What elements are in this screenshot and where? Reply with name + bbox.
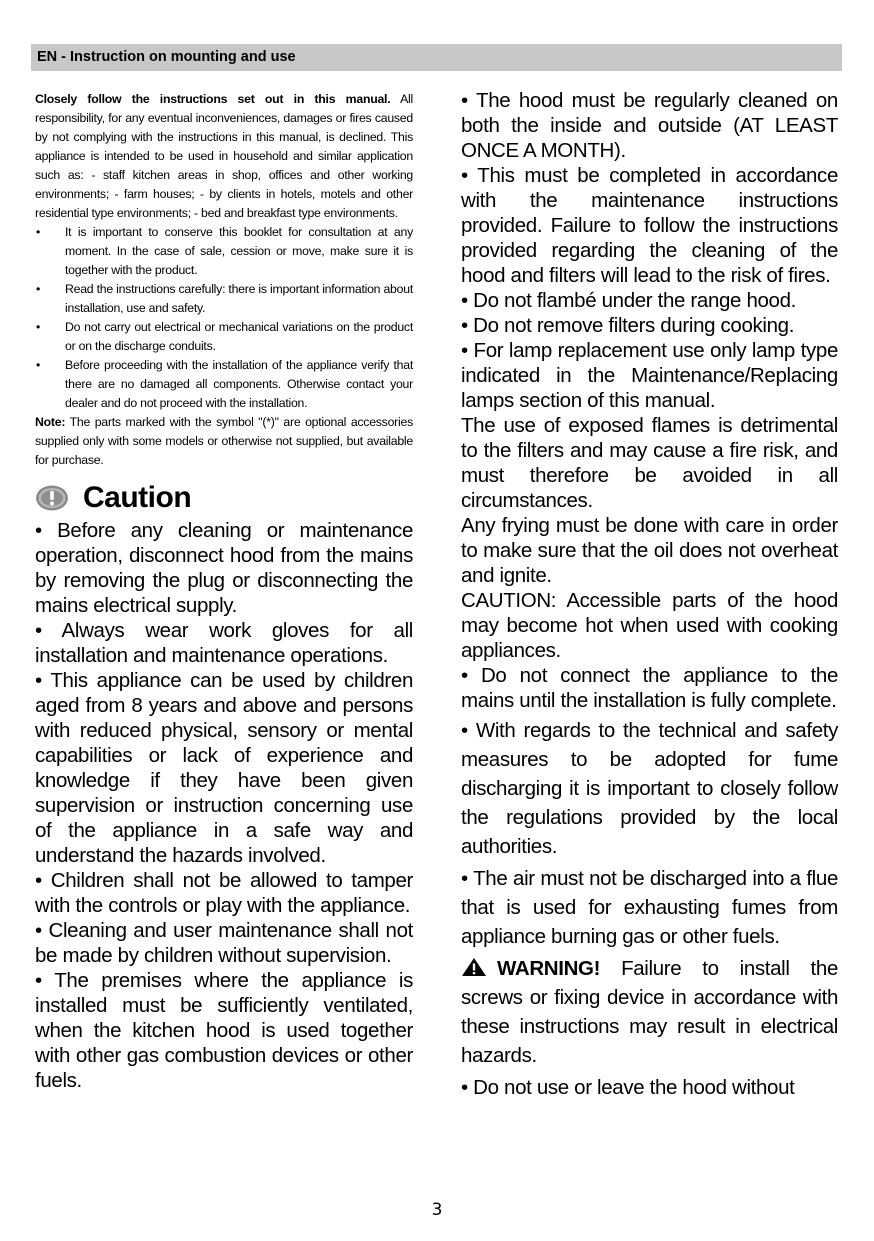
right-paragraph: • Do not remove filters during cooking. xyxy=(461,314,795,337)
warning-label: WARNING! xyxy=(497,957,601,980)
list-item: • Before proceeding with the installation of the appliance verify that there are no damaged all components. Otherwise contact your dealer and do not proceed with the installation. xyxy=(36,358,413,410)
right-paragraph: Any frying must be done with care in order to make sure that the oil does not overheat and ignite. xyxy=(461,514,838,587)
right-paragraph: • The air must not be discharged into a flue that is used for exhausting fumes from appliance burning gas or other fuels. xyxy=(461,867,838,948)
intro-paragraph xyxy=(35,90,413,223)
intro-section xyxy=(35,90,413,470)
caution-paragraph: • The premises where the appliance is installed must be sufficiently ventilated, when the kitchen hood is used together with other gas combustion devices or other fuels. xyxy=(35,969,413,1092)
bullet-glyph: • xyxy=(36,358,41,372)
list-item: • Read the instructions carefully: there is important information about installation, use and safety. xyxy=(36,282,413,315)
caution-paragraph: • This appliance can be used by children aged from 8 years and above and persons with reduced physical, sensory or mental capabilities or lack of experience and knowledge if they have been given supervision or instruction concerning use of the appliance in a safe way and understand the hazards involved. xyxy=(35,669,413,867)
bullet-list xyxy=(35,223,413,413)
caution-paragraph: • Before any cleaning or maintenance operation, disconnect hood from the mains by removing the plug or disconnecting the mains electrical supply. xyxy=(35,519,413,617)
loose-section xyxy=(461,716,838,1102)
caution-text xyxy=(35,518,413,1093)
right-paragraph: • Do not flambé under the range hood. xyxy=(461,289,796,312)
intro-text: All responsibility, for any eventual inconveniences, damages or fires caused by not complying with the instructions in this manual, is declined. This appliance is intended to be used in household and similar application such as: - staff kitchen areas in shop, offices and other working environments; - farm houses; - by clients in hotels, motels and other residential type environments; - bed and breakfast type environments. xyxy=(35,92,413,220)
right-paragraph: • For lamp replacement use only lamp type indicated in the Maintenance/Replacing lamps section of this manual. xyxy=(461,339,838,412)
right-paragraph: • This must be completed in accordance with the maintenance instructions provided. Failure to follow the instructions provided regarding the cleaning of the hood and filters will lead to the risk of fires. xyxy=(461,164,838,287)
left-column xyxy=(35,90,413,1093)
warning-text: Failure to install the screws or fixing device in accordance with these instructions may result in electrical hazards. xyxy=(461,957,838,1067)
bullet-glyph: • xyxy=(36,320,41,334)
caution-paragraph: • Children shall not be allowed to tamper with the controls or play with the appliance. xyxy=(35,869,413,917)
list-item: • It is important to conserve this booklet for consultation at any moment. In the case of sale, cession or move, make sure it is together with the product. xyxy=(36,225,413,277)
right-paragraph: • Do not use or leave the hood without xyxy=(461,1076,795,1099)
caution-heading xyxy=(35,480,413,516)
caution-title: Caution xyxy=(83,481,192,514)
note-label: Note: xyxy=(35,415,66,429)
right-column xyxy=(461,88,838,1102)
right-paragraph: • With regards to the technical and safety measures to be adopted for fume discharging it is important to closely follow the regulations provided by the local authorities. xyxy=(461,719,838,858)
intro-bold-lead: Closely follow the instructions set out in this manual. xyxy=(35,92,391,106)
warning-triangle-icon xyxy=(461,956,487,976)
note-text: The parts marked with the symbol "(*)" are optional accessories supplied only with some models or otherwise not supplied, but available for purchase. xyxy=(35,415,413,467)
bullet-glyph: • xyxy=(36,282,41,296)
right-paragraph: • The hood must be regularly cleaned on both the inside and outside (AT LEAST ONCE A MONTH). xyxy=(461,89,838,162)
caution-paragraph: • Cleaning and user maintenance shall not be made by children without supervision. xyxy=(35,919,413,967)
header-title: EN - Instruction on mounting and use xyxy=(37,49,296,65)
right-paragraph: CAUTION: Accessible parts of the hood may become hot when used with cooking appliances. xyxy=(461,589,838,662)
right-paragraph: The use of exposed flames is detrimental to the filters and may cause a fire risk, and must therefore be avoided in all circumstances. xyxy=(461,414,838,512)
bullet-glyph: • xyxy=(36,225,41,239)
right-paragraph: • Do not connect the appliance to the mains until the installation is fully complete. xyxy=(461,664,838,712)
list-item: • Do not carry out electrical or mechanical variations on the product or on the discharge conduits. xyxy=(36,320,413,353)
page-number: 3 xyxy=(431,1200,443,1220)
caution-paragraph: • Always wear work gloves for all installation and maintenance operations. xyxy=(35,619,413,667)
page-header xyxy=(31,44,842,71)
caution-sign-icon xyxy=(35,484,69,512)
warning-paragraph xyxy=(461,954,838,1070)
note-paragraph xyxy=(35,413,413,470)
